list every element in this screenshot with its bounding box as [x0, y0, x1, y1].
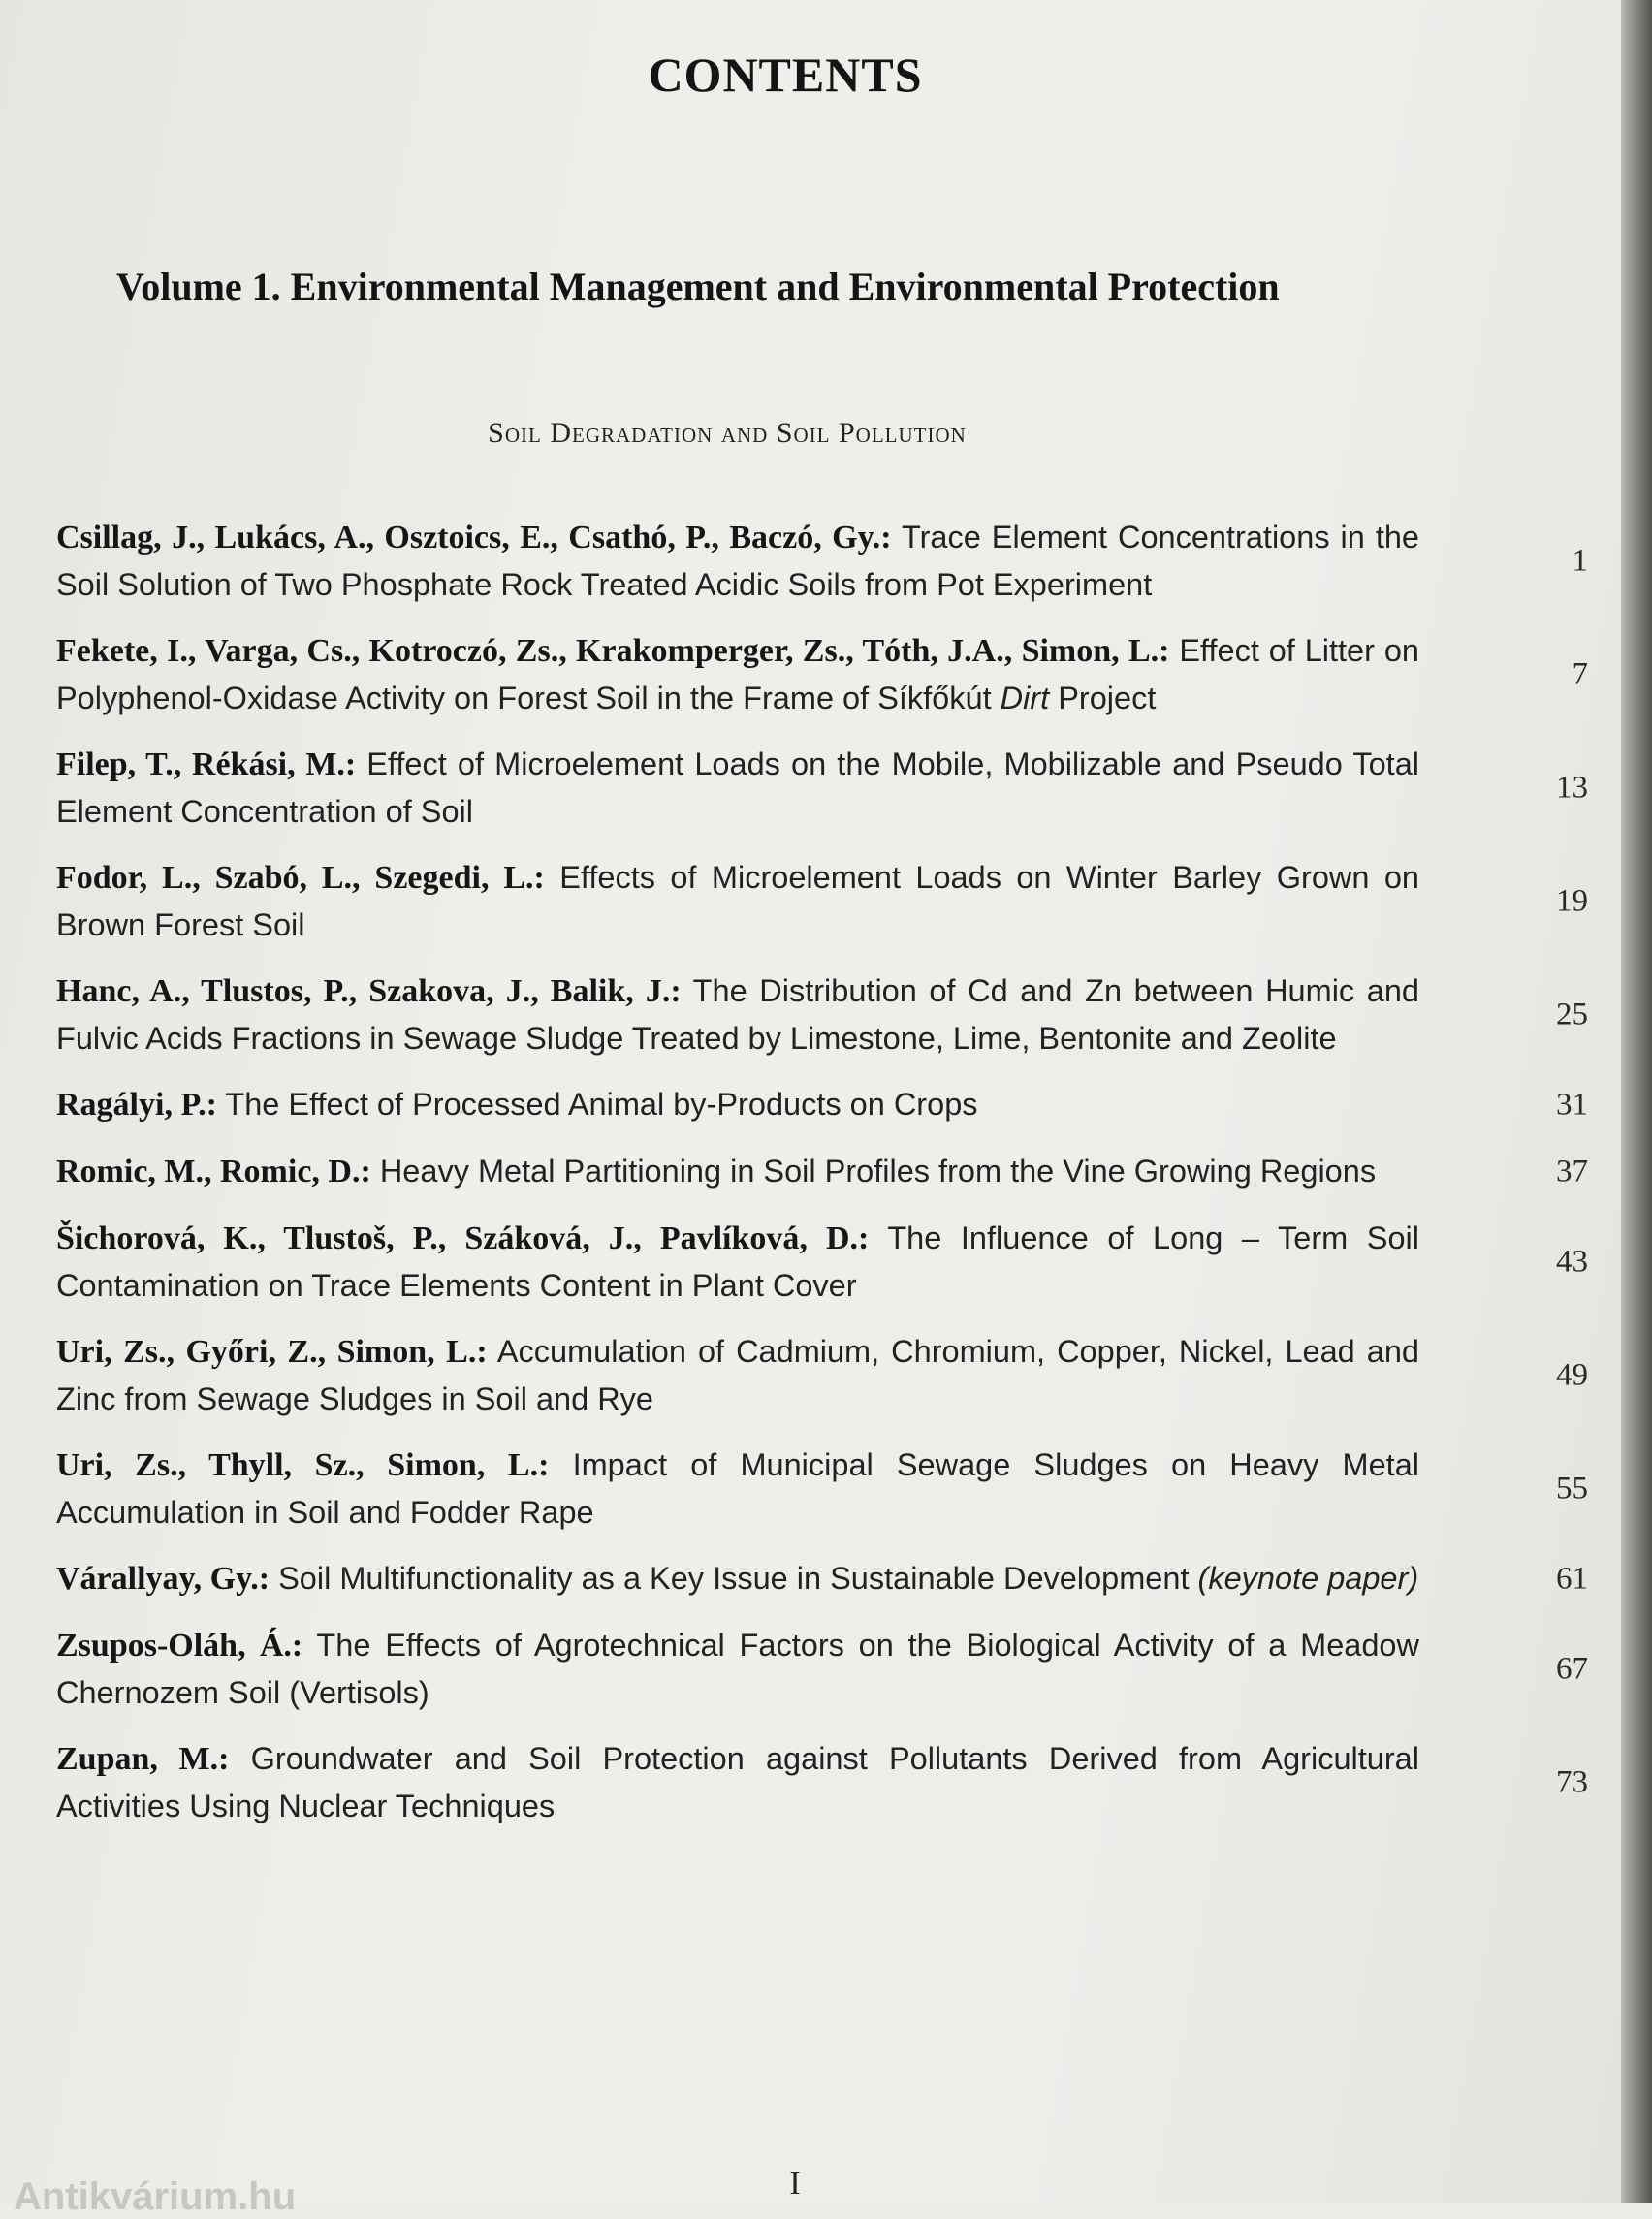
entry-title: Heavy Metal Partitioning in Soil Profiles from the Vine Growing Regions [370, 1154, 1377, 1189]
entry-authors: Uri, Zs., Győri, Z., Simon, L.: [56, 1334, 488, 1370]
entry-text [56, 1735, 1419, 1829]
entry-page-number: 37 [1556, 1154, 1588, 1189]
contents-entry [56, 1735, 1588, 1829]
entry-title: Impact of Municipal Sewage Sludges on Heavy Metal Accumulation in Soil and Fodder Rape [56, 1447, 1420, 1530]
contents-entry [56, 514, 1588, 608]
entry-text [56, 1555, 1419, 1602]
section-heading: Soil Degradation and Soil Pollution [488, 417, 967, 449]
entry-page-number: 55 [1556, 1471, 1588, 1506]
entry-authors: Csillag, J., Lukács, A., Osztoics, E., Csathó, P., Baczó, Gy.: [56, 520, 892, 555]
entry-text [56, 627, 1419, 721]
entry-page-number: 31 [1556, 1087, 1588, 1122]
entry-page-number: 49 [1556, 1357, 1588, 1392]
entry-note: Dirt [991, 681, 1050, 715]
contents-entry [56, 967, 1588, 1062]
entry-text [56, 1442, 1419, 1536]
entry-authors: Zsupos-Oláh, Á.: [56, 1628, 303, 1664]
contents-list [56, 514, 1588, 1849]
entry-text [56, 1215, 1419, 1309]
entry-title-end: Project [1049, 681, 1157, 715]
entry-authors: Šichorová, K., Tlustoš, P., Száková, J., Pavlíková, D.: [56, 1220, 870, 1256]
entry-authors: Fekete, I., Varga, Cs., Kotroczó, Zs., Krakomperger, Zs., Tóth, J.A., Simon, L.: [56, 633, 1170, 669]
entry-title: Accumulation of Cadmium, Chromium, Copper, Nickel, Lead and Zinc from Sewage Sludges in Soil and Rye [56, 1334, 1419, 1416]
entry-text [56, 967, 1419, 1062]
entry-page-number: 7 [1572, 656, 1588, 691]
page-title: CONTENTS [648, 48, 923, 102]
entry-title: Effect of Litter on Polyphenol-Oxidase Activity on Forest Soil in the Frame of Síkfőkút [56, 633, 1419, 715]
entry-title: Soil Multifunctionality as a Key Issue in Sustainable Development [270, 1561, 1190, 1596]
contents-entry [56, 1622, 1588, 1716]
entry-page-number: 67 [1556, 1651, 1588, 1686]
entry-authors: Uri, Zs., Thyll, Sz., Simon, L.: [56, 1447, 550, 1483]
volume-heading: Volume 1. Environmental Management and Environmental Protection [116, 265, 1280, 308]
entry-authors: Filep, T., Rékási, M.: [56, 746, 357, 782]
entry-authors: Hanc, A., Tlustos, P., Szakova, J., Balik, J.: [56, 973, 682, 1009]
page-edge [1621, 0, 1652, 2203]
entry-authors: Ragályi, P.: [56, 1087, 217, 1123]
entry-page-number: 1 [1572, 543, 1588, 578]
entry-authors: Fodor, L., Szabó, L., Szegedi, L.: [56, 860, 545, 896]
watermark: Antikvárium.hu [14, 2175, 297, 2218]
entry-text [56, 1328, 1419, 1422]
entry-authors: Zupan, M.: [56, 1741, 230, 1777]
contents-entry [56, 1148, 1588, 1195]
entry-title: The Effects of Agrotechnical Factors on the Biological Activity of a Meadow Chernozem Soil (Vertisols) [56, 1628, 1419, 1710]
page-footer-number: I [789, 2166, 801, 2202]
entry-text [56, 1148, 1419, 1195]
entry-text [56, 854, 1419, 948]
contents-entry [56, 854, 1588, 948]
contents-entry [56, 627, 1588, 721]
entry-page-number: 25 [1556, 997, 1588, 1031]
contents-entry [56, 1328, 1588, 1422]
entry-title: Effect of Microelement Loads on the Mobile, Mobilizable and Pseudo Total Element Concentration of Soil [56, 746, 1419, 829]
entry-authors: Várallyay, Gy.: [56, 1561, 270, 1597]
entry-page-number: 73 [1556, 1764, 1588, 1799]
entry-page-number: 13 [1556, 770, 1588, 805]
entry-text [56, 514, 1419, 608]
contents-entry [56, 741, 1588, 835]
entry-authors: Romic, M., Romic, D.: [56, 1154, 371, 1189]
entry-title: The Distribution of Cd and Zn between Humic and Fulvic Acids Fractions in Sewage Sludge Treated by Limestone, Lime, Bentonite and Zeolite [56, 973, 1419, 1056]
contents-entry [56, 1215, 1588, 1309]
entry-title: The Effect of Processed Animal by-Products on Crops [216, 1087, 978, 1122]
contents-entry [56, 1555, 1588, 1602]
entry-title: Groundwater and Soil Protection against Pollutants Derived from Agricultural Activities Using Nuclear Techniques [56, 1741, 1419, 1823]
entry-page-number: 43 [1556, 1244, 1588, 1279]
entry-text [56, 1081, 1419, 1128]
entry-title: Trace Element Concentrations in the Soil Solution of Two Phosphate Rock Treated Acidic Soils from Pot Experiment [56, 520, 1419, 602]
entry-page-number: 61 [1556, 1561, 1588, 1596]
entry-title: Effects of Microelement Loads on Winter Barley Grown on Brown Forest Soil [56, 860, 1420, 942]
entry-note: (keynote paper) [1189, 1561, 1419, 1596]
contents-entry [56, 1081, 1588, 1128]
entry-title: The Influence of Long – Term Soil Contamination on Trace Elements Content in Plant Cover [56, 1220, 1419, 1303]
entry-page-number: 19 [1556, 883, 1588, 918]
entry-text [56, 741, 1419, 835]
contents-entry [56, 1442, 1588, 1536]
entry-text [56, 1622, 1419, 1716]
